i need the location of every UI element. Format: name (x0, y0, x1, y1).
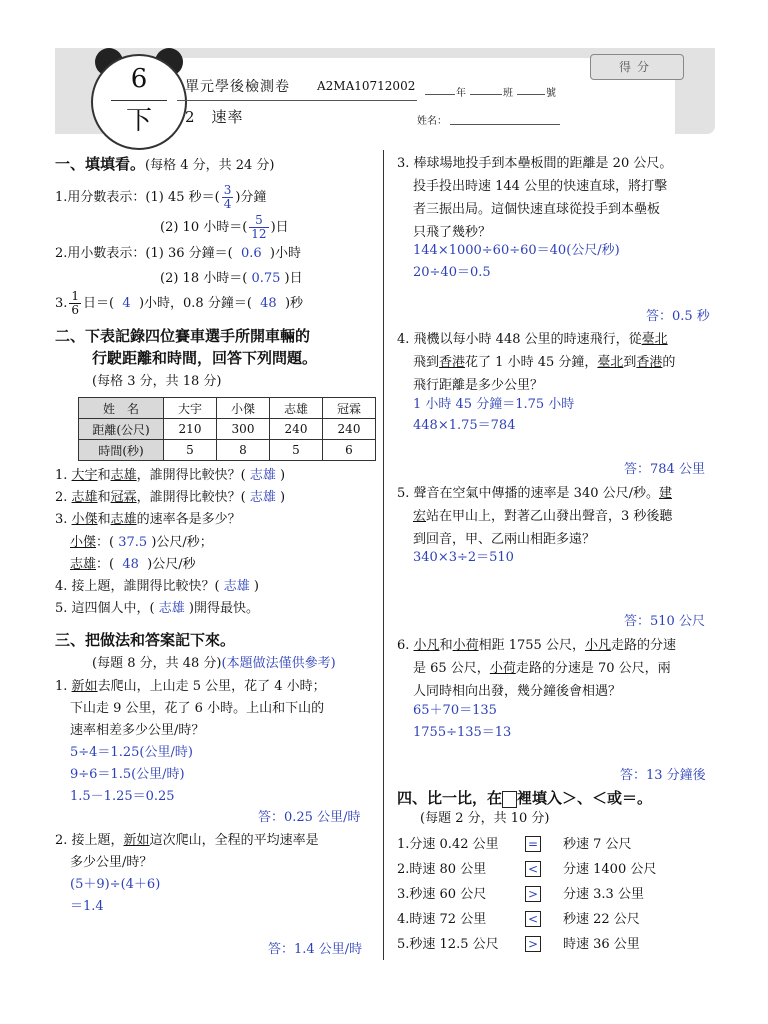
s3-q5-answer: 答：510 公尺 (624, 614, 705, 629)
section1-heading (55, 156, 275, 174)
s1-q2b-text: (2) 18 小時＝( (160, 271, 248, 286)
s2-q2-answer: 志雄 (249, 490, 276, 505)
s4-answer-box[interactable]: = (525, 836, 541, 852)
race-table-row (79, 440, 376, 461)
s3-q5-line2 (413, 509, 672, 525)
s4-item-left: 2.時速 80 公里 (397, 861, 487, 877)
s3-q2-work1: (5＋9)÷(4＋6) (70, 877, 161, 892)
s3-q6-and: 和 (439, 638, 453, 653)
s1-q1b-text: (2) 10 小時＝( (160, 220, 248, 235)
s1-q1b (160, 212, 289, 244)
s4-answer-box[interactable]: > (525, 886, 541, 902)
s2-q4 (55, 579, 259, 595)
s2-q1-text: ，誰開得比較快？( (136, 468, 246, 483)
s3-q4-place3: 臺北 (597, 355, 624, 370)
s1-q2a (55, 246, 301, 262)
s2-q3b-text: ：( (96, 557, 115, 572)
s1-q3-frac-den: 6 (71, 303, 80, 317)
s3-q5-name2: 宏 (413, 509, 427, 524)
s4-answer-box[interactable]: > (525, 936, 541, 952)
s2-q2-name1: 志雄 (71, 490, 98, 505)
s3-q4-text4: 的 (662, 355, 676, 370)
race-table-cell: 姓 名 (79, 398, 164, 419)
unit-number: 6 (130, 64, 148, 94)
s3-q1-work3: 1.5－1.25＝0.25 (70, 789, 175, 804)
s4-item-right: 秒速 22 公尺 (563, 911, 640, 927)
lesson-title: 2 速率 (185, 108, 244, 126)
unit-semester: 下 (125, 106, 152, 136)
s2-q3-num: 3. (55, 512, 72, 527)
s3-q5-work1: 340×3÷2＝510 (413, 550, 514, 565)
s4-item (397, 911, 640, 928)
s3-q1-line2: 下山走 9 公里，花了 6 小時。上山和下山的 (70, 701, 325, 716)
s1-q3-answer2: 48 (260, 296, 277, 311)
s3-q6-line1 (397, 638, 676, 654)
s2-q2-and: 和 (97, 490, 111, 505)
section1-title: 一、填填看。 (55, 155, 146, 173)
s4-answer-box[interactable]: < (525, 911, 541, 927)
s3-q3-answer: 答：0.5 秒 (646, 309, 710, 324)
race-table-cell: 8 (217, 440, 270, 461)
s1-q2b-unit: )日 (284, 271, 303, 286)
s1-q1a-text: 1.用分數表示：(1) 45 秒＝( (55, 190, 220, 205)
s2-q3a-name: 小傑 (70, 535, 97, 550)
race-table-cell: 志雄 (270, 398, 323, 419)
s3-q4-text2: 飛到 (413, 355, 440, 370)
section4-title (397, 790, 652, 808)
s3-q6-name4: 小荷 (489, 661, 516, 676)
s3-q5-line1 (397, 486, 672, 502)
s3-q6-name3: 小凡 (584, 638, 611, 653)
s2-q3a (70, 535, 213, 551)
s3-q4-line2 (413, 355, 675, 371)
s2-q2 (55, 490, 285, 506)
s3-q6-answer: 答：13 分鐘後 (620, 768, 706, 783)
s3-q6-num: 6. (397, 638, 414, 653)
s3-q2-answer: 答：1.4 公里/時 (268, 942, 363, 957)
unit-badge (91, 54, 187, 150)
s3-q1-num: 1. (55, 679, 72, 694)
s4-answer-box[interactable]: < (525, 861, 541, 877)
s3-q6-text4: 走路的分速是 70 公尺，兩 (515, 661, 671, 676)
s3-q1-name: 新如 (71, 679, 98, 694)
s4-item-left: 1.分速 0.42 公里 (397, 836, 499, 852)
class-label: 班 (503, 88, 513, 99)
s1-q2a-answer: 0.6 (240, 246, 262, 261)
s3-q1-line3: 速率相差多少公里/時？ (70, 723, 205, 738)
section2-title-1: 二、下表記錄四位賽車選手所開車輛的 (55, 327, 311, 345)
s4-item-left: 3.秒速 60 公尺 (397, 886, 487, 902)
s1-q1b-unit: )日 (270, 220, 289, 235)
s1-q1a-den: 4 (223, 197, 232, 211)
s4-item (397, 886, 644, 903)
s3-q4-work2: 448×1.75＝784 (413, 418, 516, 433)
race-table-cell: 大宇 (164, 398, 217, 419)
s3-q3-line4: 只飛了幾秒？ (413, 225, 492, 240)
class-blank[interactable] (470, 94, 502, 95)
s3-q2-name: 新如 (123, 833, 150, 848)
s1-q3-text2: )小時，0.8 分鐘＝( (138, 296, 252, 311)
s3-q5-text1: 5. 聲音在空氣中傳播的速率是 340 公尺/秒。 (397, 486, 659, 501)
title-rule (177, 100, 417, 101)
s3-q5-name1: 建 (659, 486, 673, 501)
s3-q6-name2: 小荷 (452, 638, 479, 653)
s3-q6-text1: 相距 1755 公尺， (478, 638, 585, 653)
s3-q3-work1: 144×1000÷60÷60＝40(公尺/秒) (413, 243, 620, 258)
s3-q1-answer: 答：0.25 公里/時 (258, 810, 361, 825)
s2-q1 (55, 468, 285, 484)
race-table-cell: 時間(秒) (79, 440, 164, 461)
s3-q6-work1: 65＋70＝135 (413, 703, 497, 718)
s3-q2-text-pre: 2. 接上題， (55, 833, 124, 848)
s2-q5-text: 5. 這四個人中，( (55, 601, 155, 616)
s2-q3-name2: 志雄 (110, 512, 137, 527)
s3-q4-to: 到 (623, 355, 637, 370)
s3-q2-line2: 多少公里/時？ (70, 855, 153, 870)
s3-q5-text2: 站在甲山上，對著乙山發出聲音，3 秒後聽 (426, 509, 673, 524)
section2-points: (每格 3 分，共 18 分) (92, 374, 222, 389)
s3-q1-work1: 5÷4＝1.25(公里/時) (70, 745, 193, 760)
column-divider (383, 150, 384, 960)
s2-q4-answer: 志雄 (223, 579, 250, 594)
year-label: 年 (456, 88, 466, 99)
race-table-cell: 210 (164, 419, 217, 440)
s1-q3-num: 3. (55, 296, 68, 311)
s2-q3b-unit: )公尺/秒 (147, 557, 196, 572)
s4-item-right: 分速 1400 公尺 (563, 861, 657, 877)
section4-points: (每題 2 分，共 10 分) (420, 811, 550, 826)
s4-item (397, 861, 656, 878)
s3-q4-answer: 答：784 公里 (624, 462, 705, 477)
s3-q4-text3: 花了 1 小時 45 分鐘， (465, 355, 598, 370)
s4-item-right: 時速 36 公里 (563, 936, 640, 952)
s4-item-right: 秒速 7 公尺 (563, 836, 632, 852)
s3-q6-name1: 小凡 (413, 638, 440, 653)
s4-item-right: 分速 3.3 公里 (563, 886, 644, 902)
s2-q1-answer: 志雄 (249, 468, 276, 483)
s3-q4-place2: 香港 (439, 355, 466, 370)
s1-q1a-unit: )分鐘 (235, 190, 267, 205)
s2-q3b (70, 557, 196, 573)
s2-q2-num: 2. (55, 490, 72, 505)
s2-q1-end: ) (279, 468, 286, 483)
s3-q3-line1: 3. 棒球場地投手到本壘板間的距離是 20 公尺。 (397, 156, 673, 171)
s2-q2-end: ) (279, 490, 286, 505)
s1-q1b-den: 12 (251, 227, 267, 241)
s2-q1-name2: 志雄 (110, 468, 137, 483)
section3-points-line (92, 656, 336, 672)
s2-q1-and: 和 (97, 468, 111, 483)
s3-q2-text1: 這次爬山，全程的平均速率是 (149, 833, 319, 848)
section3-points: (每題 8 分，共 48 分) (92, 656, 222, 671)
s2-q2-name2: 冠霖 (110, 490, 137, 505)
s1-q1a-num: 3 (223, 183, 232, 197)
race-table-cell: 5 (270, 440, 323, 461)
s3-q5-line3: 到回音，甲、乙兩山相距多遠？ (413, 532, 596, 547)
section2-title-2: 行駛距離和時間，回答下列問題。 (92, 349, 318, 367)
worksheet-header (55, 48, 715, 140)
s3-q2-work2: ＝1.4 (70, 899, 104, 914)
s2-q3-text: 的速率各是多少？ (136, 512, 241, 527)
s1-q1b-num: 5 (249, 214, 268, 228)
s3-q1-line1 (55, 679, 326, 695)
s1-q2b (160, 271, 303, 287)
s3-q2-line1 (55, 833, 319, 849)
s4-item-left: 4.時速 72 公里 (397, 911, 487, 927)
s1-q2a-text: 2.用小數表示：(1) 36 分鐘＝( (55, 246, 233, 261)
race-table-cell: 240 (270, 419, 323, 440)
section1-points: (每格 4 分，共 24 分) (145, 158, 275, 173)
race-table-cell: 小傑 (217, 398, 270, 419)
s3-q3-line3: 者三振出局。這個快速直球從投手到本壘板 (413, 202, 661, 217)
race-table-cell: 300 (217, 419, 270, 440)
section3-title: 三、把做法和答案記下來。 (55, 631, 236, 649)
section4-title-pre: 四、比一比，在 (397, 789, 503, 807)
race-table-cell: 5 (164, 440, 217, 461)
s1-q3-fraction (69, 290, 81, 317)
s2-q3a-unit: )公尺/秒； (151, 535, 213, 550)
s3-q6-text3: 是 65 公尺， (413, 661, 490, 676)
s2-q3a-text: ：( (96, 535, 115, 550)
race-table-cell: 240 (323, 419, 376, 440)
s2-q2-text: ，誰開得比較快？( (136, 490, 246, 505)
s1-q3-answer1: 4 (122, 296, 131, 311)
worksheet-title: 單元學後檢測卷 (185, 79, 290, 95)
name-label: 姓名： (417, 116, 447, 127)
seat-label: 號 (546, 88, 556, 99)
s3-q4-line3: 飛行距離是多少公里？ (413, 378, 544, 393)
s2-q5 (55, 601, 259, 617)
s2-q5-answer: 志雄 (158, 601, 185, 616)
s3-q1-work2: 9÷6＝1.5(公里/時) (70, 767, 185, 782)
score-box[interactable] (590, 54, 684, 80)
s4-item (397, 936, 640, 953)
s3-q3-line2: 投手投出時速 144 公里的快速直球，將打擊 (413, 179, 668, 194)
s1-q1a-answer (222, 184, 234, 211)
s2-q1-num: 1. (55, 468, 72, 483)
s1-q3-unit: )秒 (284, 296, 304, 311)
worksheet-code: A2MA10712002 (317, 79, 416, 93)
s2-q1-name1: 大宇 (71, 468, 98, 483)
s1-q1a (55, 182, 266, 214)
section3-note: (本題做法僅供參考) (221, 656, 336, 671)
s3-q6-text2: 走路的分速 (610, 638, 676, 653)
s2-q3-and: 和 (97, 512, 111, 527)
race-table-cell: 冠霖 (323, 398, 376, 419)
s3-q4-place4: 香港 (636, 355, 663, 370)
s2-q4-text: 4. 接上題，誰開得比較快？( (55, 579, 220, 594)
year-blank[interactable] (425, 94, 455, 95)
s1-q3-text1: 日＝( (83, 296, 115, 311)
s2-q3-name1: 小傑 (71, 512, 98, 527)
score-label: 得分 (618, 60, 655, 74)
s3-q6-line2 (413, 661, 671, 677)
race-table (78, 397, 376, 461)
race-table-header (79, 398, 376, 419)
race-table-cell: 6 (323, 440, 376, 461)
seat-blank[interactable] (517, 94, 545, 95)
section4-title-post: 裡填入＞、＜或＝。 (517, 789, 653, 807)
s3-q4-work1: 1 小時 45 分鐘＝1.75 小時 (413, 397, 575, 412)
s3-q4-text1: 4. 飛機以每小時 448 公里的時速飛行，從 (397, 332, 642, 347)
s3-q3-work2: 20÷40＝0.5 (413, 265, 491, 280)
s1-q2b-answer: 0.75 (251, 271, 281, 286)
s2-q3b-name: 志雄 (70, 557, 97, 572)
s1-q3-frac-num: 1 (71, 289, 80, 303)
s4-item-left: 5.秒速 12.5 公尺 (397, 936, 499, 952)
s3-q4-place1: 臺北 (641, 332, 668, 347)
s1-q3 (55, 288, 303, 320)
s2-q5-end: )開得最快。 (188, 601, 259, 616)
race-table-cell: 距離(公尺) (79, 419, 164, 440)
blank-box-icon (502, 791, 517, 808)
s3-q6-line3: 人同時相向出發，幾分鐘後會相遇？ (413, 684, 622, 699)
race-table-row (79, 419, 376, 440)
s1-q1b-answer (249, 214, 268, 241)
s2-q4-end: ) (253, 579, 259, 594)
s1-q2a-unit: )小時 (269, 246, 301, 261)
s2-q3 (55, 512, 241, 528)
s3-q4-line1 (397, 332, 668, 348)
s2-q3b-answer: 48 (122, 557, 139, 572)
s4-item (397, 836, 632, 853)
s2-q3a-answer: 37.5 (118, 535, 148, 550)
s3-q1-text1: 去爬山，上山走 5 公里，花了 4 小時； (97, 679, 326, 694)
s3-q6-work2: 1755÷135＝13 (413, 725, 512, 740)
name-blank[interactable] (450, 124, 560, 125)
